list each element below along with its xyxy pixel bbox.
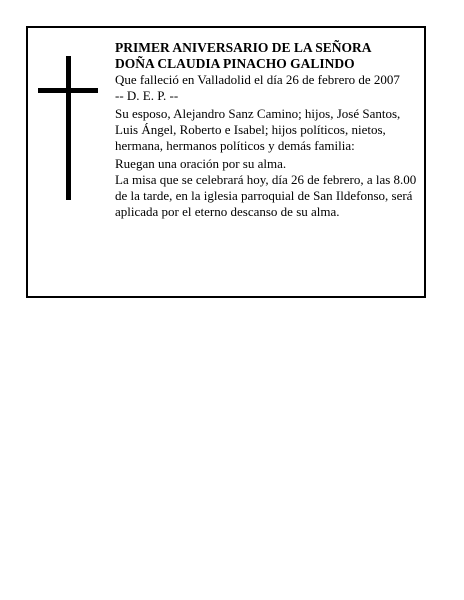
cross-horizontal-bar xyxy=(38,88,98,93)
obituary-notice xyxy=(26,26,426,298)
title-line-2: DOÑA CLAUDIA PINACHO GALINDO xyxy=(115,56,355,71)
cross-vertical-bar xyxy=(66,56,71,200)
death-info: Que falleció en Valladolid el día 26 de febrero de 2007 xyxy=(115,72,400,87)
notice-text xyxy=(115,40,421,220)
title-line-1: PRIMER ANIVERSARIO DE LA SEÑORA xyxy=(115,40,372,55)
prayer-request: Ruegan una oración por su alma. xyxy=(115,156,287,171)
mass-info: La misa que se celebrará hoy, día 26 de febrero, a las 8.00 de la tarde, en la iglesia parroquial de San Ildefonso, será aplicada por el eterno descanso de su alma. xyxy=(115,172,417,219)
dep-line: -- D. E. P. -- xyxy=(115,88,179,103)
cross-icon xyxy=(38,56,98,200)
family-list: Su esposo, Alejandro Sanz Camino; hijos, José Santos, Luis Ángel, Roberto e Isabel; hijos políticos, nietos, hermana, hermanos políticos y demás familia: xyxy=(115,106,401,153)
